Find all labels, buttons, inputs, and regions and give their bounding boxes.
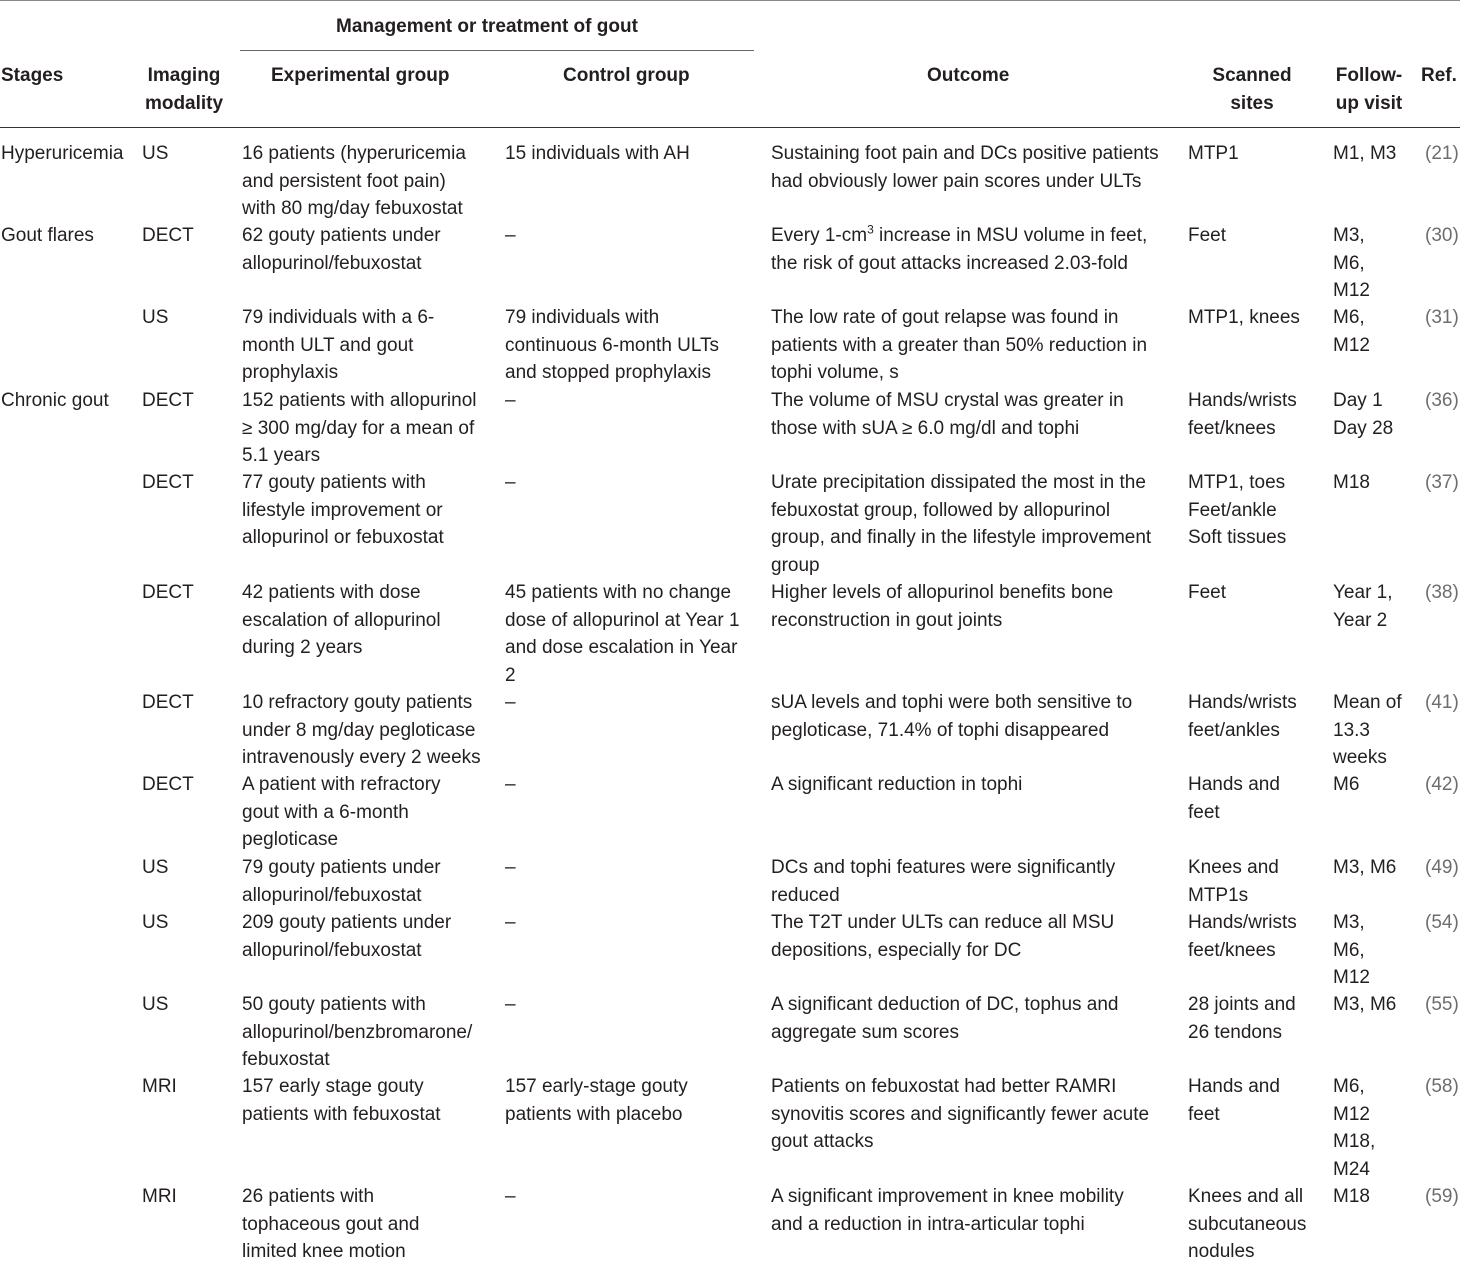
cell-outcome	[771, 222, 1147, 277]
cell-line: Soft tissues	[1188, 527, 1287, 548]
cell-line: MTP1	[1188, 143, 1239, 164]
cell-line: MTP1s	[1188, 884, 1249, 906]
cell-follow-up	[1333, 991, 1396, 1019]
cell-line: 79 gouty patients under	[242, 857, 441, 878]
cell-line: Feet	[1188, 225, 1227, 246]
cell-scanned-sites	[1188, 991, 1296, 1046]
cell-line: 16 patients (hyperuricemia	[242, 143, 466, 164]
cell-control	[505, 1183, 516, 1211]
cell-line: M12	[1333, 280, 1370, 301]
cell-line: 79 individuals with a 6-	[242, 307, 435, 328]
header-control-group: Control group	[563, 65, 690, 86]
cell-outcome	[771, 854, 1115, 909]
cell-line: M12	[1333, 967, 1370, 988]
cell-scanned-sites	[1188, 387, 1297, 442]
cell-line: Knees and	[1188, 857, 1279, 878]
cell-line: M6,	[1333, 939, 1365, 961]
cell-line: intravenously every 2 weeks	[242, 747, 481, 768]
cell-line: Hands/wrists	[1188, 390, 1297, 411]
cell-modality: US	[142, 994, 169, 1015]
cell-line: continuous 6-month ULTs	[505, 334, 720, 356]
cell-line: M6,	[1333, 1076, 1365, 1097]
cell-ref: (55)	[1425, 994, 1459, 1015]
cell-line: those with sUA ≥ 6.0 mg/dl and tophi	[771, 417, 1080, 439]
cell-ref: (38)	[1425, 582, 1459, 603]
cell-modality: DECT	[142, 472, 194, 493]
cell-line: MTP1, knees	[1188, 307, 1300, 328]
cell-line: feet	[1188, 1103, 1220, 1125]
cell-ref: (58)	[1425, 1076, 1459, 1097]
header-imaging-line1: Imaging	[147, 65, 221, 86]
cell-follow-up	[1333, 771, 1359, 799]
cell-experimental	[242, 689, 481, 772]
cell-line: M18	[1333, 1186, 1370, 1207]
cell-scanned-sites	[1188, 689, 1297, 744]
cell-control	[505, 991, 516, 1019]
cell-control	[505, 854, 516, 882]
cell-control	[505, 140, 690, 168]
cell-ref: (30)	[1425, 225, 1459, 246]
cell-line: limited knee motion	[242, 1241, 406, 1262]
cell-line: Higher levels of allopurinol benefits bone	[771, 582, 1114, 603]
header-imaging-line2: modality	[144, 93, 224, 114]
header-group-title: Management or treatment of gout	[336, 16, 638, 37]
cell-line: 50 gouty patients with	[242, 994, 426, 1015]
header-group-rule	[240, 50, 754, 51]
cell-line: Day 28	[1333, 417, 1394, 439]
cell-outcome	[771, 469, 1151, 579]
cell-scanned-sites	[1188, 909, 1297, 964]
cell-line: Feet	[1188, 582, 1227, 603]
cell-outcome	[771, 1073, 1149, 1156]
table-top-rule	[0, 0, 1460, 1]
cell-modality: DECT	[142, 390, 194, 411]
cell-experimental	[242, 387, 477, 470]
cell-line: under 8 mg/day pegloticase	[242, 719, 476, 741]
cell-line: pegloticase	[242, 829, 339, 850]
cell-line: patients with placebo	[505, 1103, 683, 1125]
cell-line: 157 early stage gouty	[242, 1076, 424, 1097]
cell-line: 26 patients with	[242, 1186, 375, 1207]
cell-line: had obviously lower pain scores under ULTs	[771, 170, 1142, 192]
cell-line: depositions, especially for DC	[771, 939, 1022, 961]
cell-modality: US	[142, 857, 169, 878]
cell-experimental	[242, 1073, 441, 1128]
cell-outcome	[771, 1183, 1124, 1238]
cell-follow-up	[1333, 304, 1370, 359]
cell-scanned-sites	[1188, 1073, 1280, 1128]
cell-line: 45 patients with no change	[505, 582, 732, 603]
header-followup-line1: Follow-	[1335, 65, 1403, 86]
cell-line: –	[505, 774, 516, 795]
cell-ref: (37)	[1425, 472, 1459, 493]
cell-line: 2	[505, 664, 516, 686]
cell-control	[505, 689, 516, 717]
cell-line: reduced	[771, 884, 840, 906]
cell-experimental	[242, 140, 466, 223]
cell-line: The low rate of gout relapse was found in	[771, 307, 1119, 328]
cell-line: M12	[1333, 334, 1370, 356]
cell-line: synovitis scores and significantly fewer acute	[771, 1103, 1150, 1125]
cell-line: 79 individuals with	[505, 307, 660, 328]
cell-outcome	[771, 304, 1147, 387]
cell-line: Hands/wrists	[1188, 692, 1297, 713]
cell-line: gout with a 6-month	[242, 801, 409, 823]
header-experimental-group: Experimental group	[271, 65, 450, 86]
cell-line: dose of allopurinol at Year 1	[505, 609, 740, 631]
header-follow-up-visit	[1329, 62, 1409, 118]
cell-line: Year 2	[1333, 609, 1388, 631]
cell-line: allopurinol or febuxostat	[242, 527, 444, 548]
cell-line: allopurinol/febuxostat	[242, 252, 422, 274]
cell-scanned-sites	[1188, 469, 1286, 552]
cell-follow-up	[1333, 1073, 1375, 1183]
cell-line: sUA levels and tophi were both sensitive to	[771, 692, 1133, 713]
header-ref: Ref.	[1421, 65, 1457, 86]
cell-line: M6,	[1333, 252, 1365, 274]
cell-scanned-sites	[1188, 140, 1239, 168]
cell-modality: DECT	[142, 692, 194, 713]
cell-line: –	[505, 912, 516, 933]
cell-modality: US	[142, 307, 169, 328]
cell-line: 28 joints and	[1188, 994, 1296, 1015]
cell-outcome	[771, 909, 1114, 964]
cell-line: aggregate sum scores	[771, 1021, 959, 1043]
cell-line: Sustaining foot pain and DCs positive patients	[771, 143, 1159, 164]
cell-control	[505, 304, 719, 387]
cell-follow-up	[1333, 689, 1402, 772]
cell-ref: (41)	[1425, 692, 1459, 713]
cell-line: allopurinol/febuxostat	[242, 939, 422, 961]
cell-line: feet/ankles	[1188, 719, 1280, 741]
cell-line: Patients on febuxostat had better RAMRI	[771, 1076, 1117, 1097]
cell-line: febuxostat	[242, 1049, 330, 1070]
cell-modality: MRI	[142, 1186, 177, 1207]
cell-line: allopurinol/benzbromarone/	[242, 1021, 473, 1043]
cell-modality: DECT	[142, 774, 194, 795]
cell-ref: (59)	[1425, 1186, 1459, 1207]
cell-line: patients with a greater than 50% reduction in	[771, 334, 1148, 356]
cell-line: M3, M6	[1333, 857, 1397, 878]
cell-line: A significant improvement in knee mobility	[771, 1186, 1124, 1207]
cell-line: and dose escalation in Year	[505, 637, 738, 658]
cell-outcome	[771, 387, 1124, 442]
cell-outcome	[771, 991, 1119, 1046]
cell-line: during 2 years	[242, 637, 363, 658]
cell-experimental	[242, 854, 441, 909]
cell-line: 42 patients with dose	[242, 582, 421, 603]
cell-line: –	[505, 994, 516, 1015]
cell-ref: (54)	[1425, 912, 1459, 933]
cell-line: month ULT and gout	[242, 334, 414, 356]
cell-follow-up	[1333, 579, 1393, 634]
cell-line: 209 gouty patients under	[242, 912, 452, 933]
header-imaging-modality	[143, 62, 225, 118]
cell-control	[505, 579, 740, 689]
header-scanned-line1: Scanned	[1212, 65, 1292, 86]
cell-line: –	[505, 692, 516, 713]
cell-control	[505, 1073, 688, 1128]
cell-line: gout attacks	[771, 1131, 874, 1152]
cell-line: group	[771, 554, 820, 576]
cell-modality: US	[142, 912, 169, 933]
cell-follow-up	[1333, 387, 1393, 442]
cell-line: 77 gouty patients with	[242, 472, 426, 493]
cell-line: and persistent foot pain)	[242, 170, 446, 192]
cell-line: The volume of MSU crystal was greater in	[771, 390, 1124, 411]
cell-line: DCs and tophi features were significantly	[771, 857, 1116, 878]
cell-line: M3,	[1333, 912, 1365, 933]
cell-line: Mean of	[1333, 692, 1402, 713]
cell-line: febuxostat group, followed by allopurinol	[771, 499, 1111, 521]
header-scanned-line2: sites	[1230, 93, 1274, 114]
cell-modality: DECT	[142, 225, 194, 246]
cell-line: M24	[1333, 1158, 1370, 1180]
cell-experimental	[242, 991, 472, 1074]
cell-line: –	[505, 857, 516, 878]
cell-stage: Gout flares	[1, 225, 94, 246]
cell-line: The T2T under ULTs can reduce all MSU	[771, 912, 1115, 933]
cell-line: and stopped prophylaxis	[505, 362, 711, 383]
cell-ref: (31)	[1425, 307, 1459, 328]
cell-line: 13.3	[1333, 719, 1370, 741]
cell-line: patients with febuxostat	[242, 1103, 441, 1125]
cell-line: M18	[1333, 472, 1370, 493]
cell-line: M6	[1333, 774, 1360, 795]
cell-line: feet/knees	[1188, 417, 1276, 439]
cell-stage: Hyperuricemia	[1, 143, 124, 164]
header-stages: Stages	[1, 65, 64, 86]
cell-line: –	[505, 225, 516, 246]
cell-follow-up	[1333, 222, 1370, 305]
cell-follow-up	[1333, 469, 1370, 497]
cell-line: reconstruction in gout joints	[771, 609, 1003, 631]
cell-scanned-sites	[1188, 771, 1280, 826]
cell-line: tophi volume, s	[771, 362, 899, 383]
cell-line: Hands/wrists	[1188, 912, 1297, 933]
cell-line: the risk of gout attacks increased 2.03-fold	[771, 252, 1128, 274]
cell-follow-up	[1333, 854, 1396, 882]
cell-line: lifestyle improvement or	[242, 499, 443, 521]
cell-line: M12	[1333, 1103, 1370, 1125]
cell-line: MTP1, toes	[1188, 472, 1286, 493]
cell-line: weeks	[1333, 747, 1387, 768]
cell-line: 157 early-stage gouty	[505, 1076, 688, 1097]
cell-line: 26 tendons	[1188, 1021, 1283, 1043]
cell-line: M3, M6	[1333, 994, 1397, 1015]
cell-scanned-sites	[1188, 222, 1226, 250]
cell-line: escalation of allopurinol	[242, 609, 441, 631]
header-followup-line2: up visit	[1335, 93, 1403, 114]
cell-modality: DECT	[142, 582, 194, 603]
cell-outcome	[771, 771, 1022, 799]
cell-follow-up	[1333, 909, 1370, 992]
cell-line: 15 individuals with AH	[505, 143, 690, 164]
header-bottom-rule	[0, 127, 1460, 128]
cell-control	[505, 469, 516, 497]
cell-line: –	[505, 390, 516, 411]
header-outcome: Outcome	[927, 65, 1010, 86]
cell-scanned-sites	[1188, 1183, 1306, 1266]
cell-control	[505, 771, 516, 799]
cell-experimental	[242, 222, 441, 277]
cell-experimental	[242, 771, 441, 854]
cell-line: –	[505, 1186, 516, 1207]
cell-ref: (21)	[1425, 143, 1459, 164]
cell-line: M18,	[1333, 1131, 1376, 1152]
cell-line: Hands and	[1188, 774, 1280, 795]
cell-line: –	[505, 472, 516, 493]
cell-line: group, and finally in the lifestyle improvement	[771, 527, 1152, 548]
cell-control	[505, 387, 516, 415]
cell-modality: US	[142, 143, 169, 164]
cell-stage: Chronic gout	[1, 390, 109, 411]
header-scanned-sites	[1200, 62, 1304, 118]
cell-line: 152 patients with allopurinol	[242, 390, 477, 411]
cell-experimental	[242, 1183, 420, 1266]
cell-line: Hands and	[1188, 1076, 1280, 1097]
cell-outcome	[771, 689, 1132, 744]
cell-line: 10 refractory gouty patients	[242, 692, 473, 713]
cell-line: ≥ 300 mg/day for a mean of	[242, 417, 475, 439]
cell-line: feet	[1188, 801, 1220, 823]
cell-follow-up	[1333, 1183, 1370, 1211]
cell-line: Year 1,	[1333, 582, 1393, 603]
cell-line: tophaceous gout and	[242, 1213, 420, 1235]
cell-line: Urate precipitation dissipated the most in the	[771, 472, 1146, 493]
cell-line: pegloticase, 71.4% of tophi disappeared	[771, 719, 1110, 741]
cell-outcome	[771, 579, 1113, 634]
cell-line: M3,	[1333, 225, 1365, 246]
cell-line: M6,	[1333, 307, 1365, 328]
cell-line: Feet/ankle	[1188, 499, 1277, 521]
cell-line: and a reduction in intra-articular tophi	[771, 1213, 1085, 1235]
cell-line: with 80 mg/day febuxostat	[242, 198, 463, 219]
cell-modality: MRI	[142, 1076, 177, 1097]
cell-line: 5.1 years	[242, 445, 321, 466]
cell-line: Every $1-cm^3$ increase in MSU volume in feet,	[771, 222, 1148, 246]
cell-scanned-sites	[1188, 854, 1279, 909]
cell-control	[505, 909, 516, 937]
cell-outcome	[771, 140, 1159, 195]
cell-line: feet/knees	[1188, 939, 1276, 961]
cell-experimental	[242, 469, 444, 552]
cell-line: Knees and all	[1188, 1186, 1304, 1207]
cell-line: 62 gouty patients under	[242, 225, 441, 246]
cell-line: Day 1	[1333, 390, 1383, 411]
cell-line: A significant reduction in tophi	[771, 774, 1023, 795]
cell-ref: (49)	[1425, 857, 1459, 878]
cell-line: subcutaneous	[1188, 1213, 1307, 1235]
cell-scanned-sites	[1188, 304, 1300, 332]
cell-line: A significant deduction of DC, tophus and	[771, 994, 1119, 1015]
cell-experimental	[242, 304, 434, 387]
cell-line: prophylaxis	[242, 362, 339, 383]
cell-ref: (42)	[1425, 774, 1459, 795]
cell-line: nodules	[1188, 1241, 1255, 1262]
cell-line: M1, M3	[1333, 143, 1397, 164]
superscript: 3	[867, 222, 874, 237]
cell-experimental	[242, 579, 441, 662]
cell-line: allopurinol/febuxostat	[242, 884, 422, 906]
cell-line: A patient with refractory	[242, 774, 441, 795]
cell-control	[505, 222, 516, 250]
cell-ref: (36)	[1425, 390, 1459, 411]
cell-follow-up	[1333, 140, 1396, 168]
cell-scanned-sites	[1188, 579, 1226, 607]
cell-experimental	[242, 909, 451, 964]
